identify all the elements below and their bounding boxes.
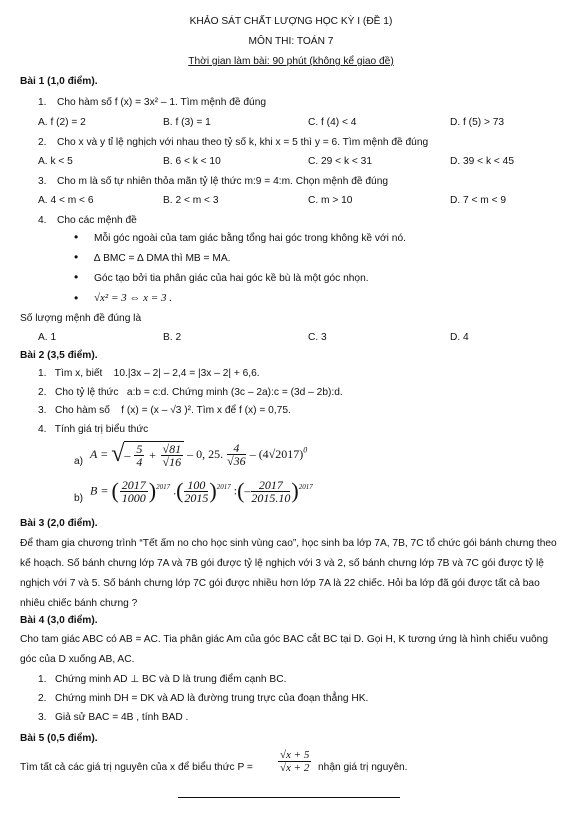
answer-b: B. 2: [163, 332, 182, 343]
expression-p: $\frac{√x + 5}{√x + 2}$: [280, 749, 310, 774]
section-bai4-title: Bài 4 (3,0 điểm).: [20, 615, 98, 626]
question-text: Cho hàm số f (x) = 3x² – 1. Tìm mệnh đề đúng: [57, 97, 267, 108]
expression-a: A = √– $\frac{5}{4}$ + $\frac{√81}{√16}$ – 0, 25. $\frac{4}{√36}$ – $(4√2017)^0$: [90, 441, 308, 469]
question-text: 3. Cho hàm số f (x) = (x – √3 )². Tìm x để f (x) = 0,75.: [38, 405, 291, 416]
q-number: 3.: [38, 176, 47, 187]
question-text: 4. Tính giá trị biểu thức: [38, 424, 149, 435]
answer-c: C. 29 < k < 31: [308, 156, 372, 167]
answer-d: D. 4: [450, 332, 469, 343]
section-bai2-title: Bài 2 (3,5 điểm).: [20, 350, 98, 361]
question-text: Cho x và y tỉ lệ nghịch với nhau theo tỷ số k, khi x = 5 thì y = 6. Tìm mệnh đề đúng: [57, 137, 429, 148]
answer-b: B. 6 < k < 10: [163, 156, 221, 167]
statement-2: ∆ BMC = ∆ DMA thì MB = MA.: [94, 253, 231, 264]
answer-b: B. 2 < m < 3: [163, 195, 219, 206]
answer-c: C. m > 10: [308, 195, 353, 206]
q-number: 1.: [38, 97, 47, 108]
answer-c: C. 3: [308, 332, 327, 343]
answer-a: A. f (2) = 2: [38, 117, 86, 128]
answer-a: A. 4 < m < 6: [38, 195, 94, 206]
expression-b: B = ( $\frac{2017}{1000}$ )$^{2017}$ .( $\frac{100}{2015}$ )$^{2017}$ :(– $\frac{2017}{2015.10}$ )$^{2017}$: [90, 477, 313, 505]
bai5-suffix: nhận giá trị nguyên.: [318, 762, 408, 773]
answer-d: D. 39 < k < 45: [450, 156, 514, 167]
answer-a: A. k < 5: [38, 156, 73, 167]
section-bai3-title: Bài 3 (2,0 điểm).: [20, 518, 98, 529]
question-text: 1. Tìm x, biết 10.|3x – 2| – 2,4 = |3x – 2| + 6,6.: [38, 368, 260, 379]
end-divider: [178, 797, 400, 798]
bullet-icon: •: [74, 230, 79, 244]
statement-count-text: Số lượng mệnh đề đúng là: [20, 313, 142, 324]
answer-a: A. 1: [38, 332, 57, 343]
question-text: Cho m là số tự nhiên thỏa mãn tỷ lệ thức m:9 = 4:m. Chọn mệnh đề đúng: [57, 176, 389, 187]
question-text: 2. Cho tỷ lệ thức a:b = c:d. Chứng minh (3c – 2a):c = (3d – 2b):d.: [38, 387, 343, 398]
section-bai1-title: Bài 1 (1,0 điểm).: [20, 76, 98, 87]
question-text: 2. Chứng minh DH = DK và AD là đường trung trực của đoạn thẳng HK.: [38, 693, 369, 704]
bullet-icon: •: [74, 270, 79, 284]
answer-b: B. f (3) = 1: [163, 117, 211, 128]
part-a-label: a): [74, 456, 84, 467]
q-number: 4.: [38, 215, 47, 226]
statement-3: Góc tạo bởi tia phân giác của hai góc kề bù là một góc nhọn.: [94, 273, 369, 284]
exam-time: Thời gian làm bài: 90 phút (không kể giao đề): [188, 56, 394, 67]
bai5-text: Tìm tất cả các giá trị nguyên của x để biểu thức P =: [20, 762, 253, 773]
bai3-paragraph: Để tham gia chương trình “Tết ấm no cho học sinh vùng cao”, học sinh ba lớp 7A, 7B, 7C tổ chức gói bánh chưng theo kế hoạch. Số bánh chưng lớp 7A và 7B gói được tỷ lệ nghịch với 3 và 2, số bánh chưng lớp 7B và 7C gói được tỷ lệ nghịch với 7 và 5. Số bánh chưng lớp 7C gói được nhiều hơn lớp 7A là 22 chiếc. Hỏi ba lớp đã gói được tất cả bao nhiêu chiếc bánh chưng ?: [20, 538, 557, 609]
question-text: 1. Chứng minh AD ⊥ BC và D là trung điểm cạnh BC.: [38, 674, 287, 685]
statement-1: Mỗi góc ngoài của tam giác bằng tổng hai góc trong không kề với nó.: [94, 233, 406, 244]
bullet-icon: •: [74, 250, 79, 264]
question-text: Cho các mệnh đề: [57, 215, 137, 226]
q-number: 2.: [38, 137, 47, 148]
part-b-label: b): [74, 493, 84, 504]
section-bai5-title: Bài 5 (0,5 điểm).: [20, 733, 98, 744]
answer-d: D. f (5) > 73: [450, 117, 505, 128]
question-text: 3. Giả sử BAC = 4B , tính BAD .: [38, 712, 189, 723]
bai4-paragraph: Cho tam giác ABC có AB = AC. Tia phân giác Am của góc BAC cắt BC tại D. Gọi H, K tương ứng là hình chiếu vuông góc của D xuống AB, AC.: [20, 634, 548, 665]
exam-subject: MÔN THI: TOÁN 7: [248, 36, 334, 47]
bullet-icon: •: [74, 291, 79, 305]
answer-d: D. 7 < m < 9: [450, 195, 507, 206]
statement-4: √x² = 3 ⇔ x = 3 .: [94, 292, 172, 304]
answer-c: C. f (4) < 4: [308, 117, 357, 128]
exam-title: KHẢO SÁT CHẤT LƯỢNG HỌC KỲ I (ĐỀ 1): [189, 16, 393, 27]
